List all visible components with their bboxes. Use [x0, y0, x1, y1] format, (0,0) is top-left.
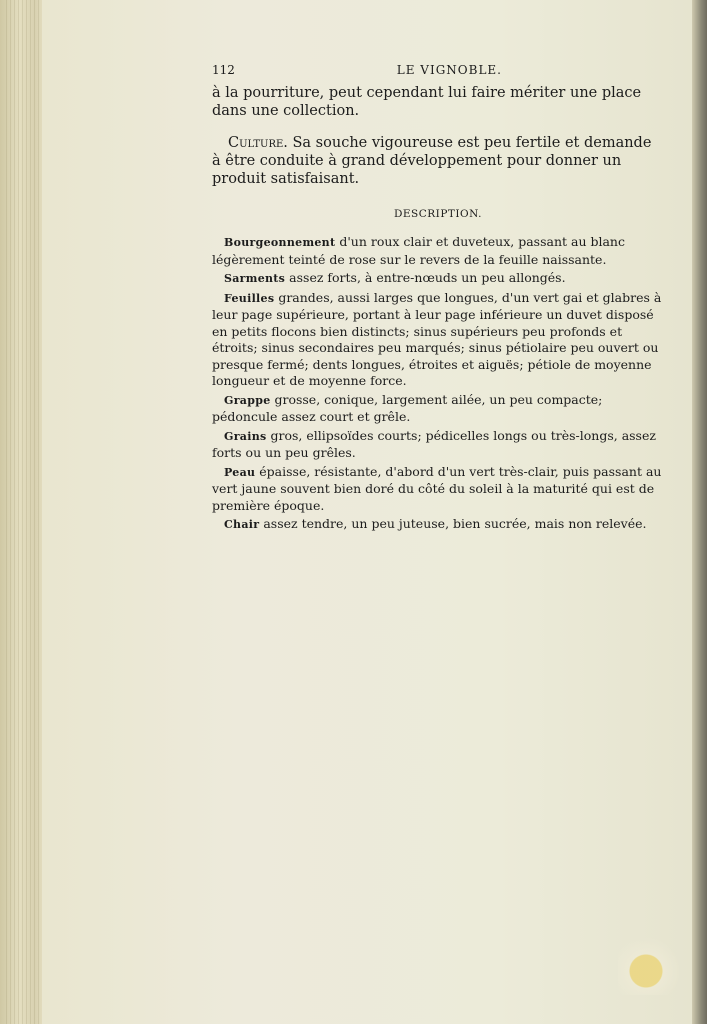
- intro-paragraph: à la pourriture, peut cependant lui faire mériter une place dans une collection.: [212, 85, 642, 119]
- entry-grains: Grains gros, ellipsoïdes courts; pédicelles longs ou très-longs, assez forts ou un peu grêles.: [212, 427, 656, 460]
- library-stamp-mark: [618, 935, 688, 995]
- running-header: [212, 62, 502, 78]
- entry-sarments: Sarments assez forts, à entre-nœuds un peu allongés.: [224, 270, 566, 285]
- entry-peau: Peau épaisse, résistante, d'abord d'un vert très-clair, puis passant au vert jaune souvent bien doré du côté du soleil à la maturité qui est de première époque.: [212, 463, 662, 513]
- culture-paragraph: [212, 134, 664, 188]
- book-right-edge: [692, 0, 707, 1024]
- description-heading: DESCRIPTION.: [393, 208, 483, 220]
- page-number: 112: [212, 63, 235, 77]
- running-title: LE VIGNOBLE.: [396, 63, 502, 77]
- culture-text: Sa souche vigoureuse est peu fertile et demande à être conduite à grand développement pour donner un produit satisfaisant.: [212, 135, 652, 187]
- entry-bourgeonnement: Bourgeonnement d'un roux clair et duveteux, passant au blanc légèrement teinté de rose sur le revers de la feuille naissante.: [212, 234, 625, 267]
- culture-label: Culture.: [228, 135, 288, 151]
- entry-grappe: Grappe grosse, conique, largement ailée, un peu compacte; pédoncule assez court et grêle.: [212, 391, 603, 424]
- entry-chair: Chair assez tendre, un peu juteuse, bien sucrée, mais non relevée.: [224, 516, 647, 531]
- page-content: [212, 62, 664, 536]
- entry-feuilles: Feuilles grandes, aussi larges que longues, d'un vert gai et glabres à leur page supérieure, portant à leur page inférieure un duvet disposé en petits flocons bien distincts; sinus supérieurs peu profonds et étroits; sinus secondaires peu marqués; sinus pétiolaire peu ouvert ou presque fermé; dents longues, étroites et aiguës; pétiole de moyenne longueur et de moyenne force.: [212, 289, 662, 388]
